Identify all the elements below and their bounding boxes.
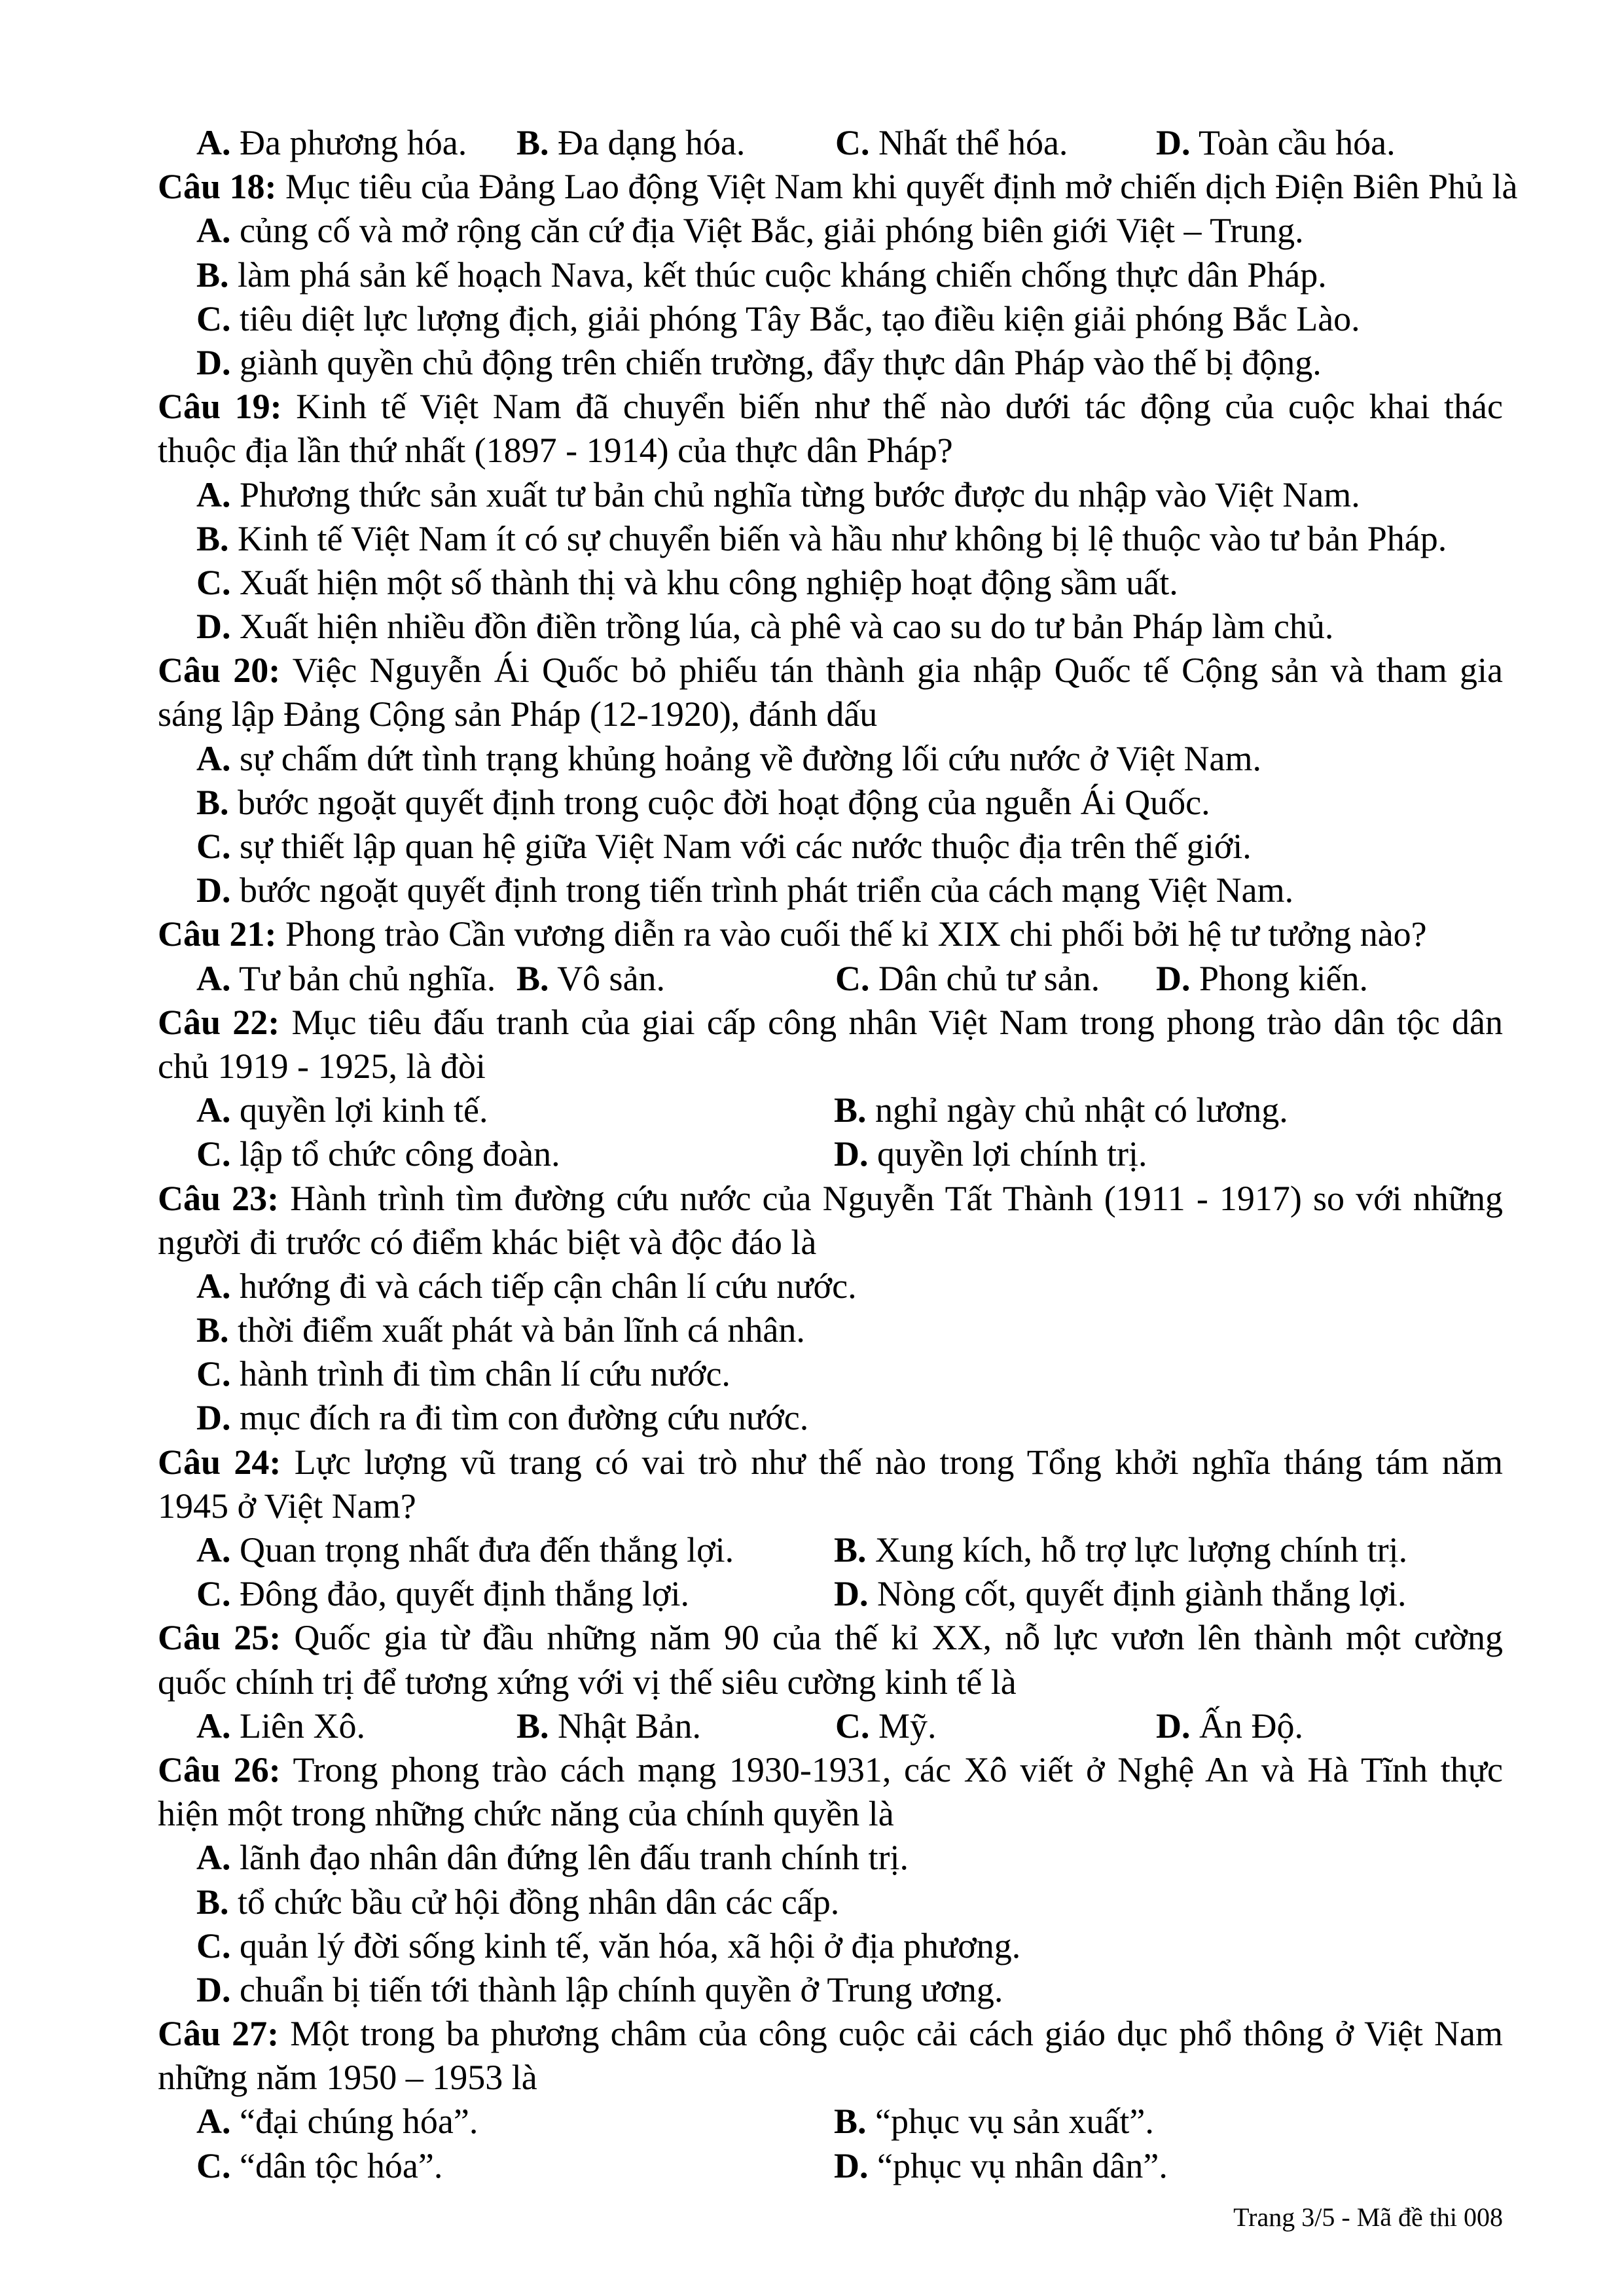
- option-row: [158, 825, 1503, 869]
- question-stem-line: [158, 1748, 1503, 1792]
- option-text: hướng đi và cách tiếp cận chân lí cứu nước.: [240, 1266, 857, 1306]
- option-text: quyền lợi chính trị.: [877, 1134, 1147, 1174]
- option-row: [158, 1924, 1503, 1968]
- option-letter: D.: [834, 1574, 869, 1614]
- option-row: [158, 121, 1503, 165]
- question-number: Câu 21:: [158, 914, 277, 954]
- option-letter: B.: [516, 1706, 549, 1746]
- option-letter: B.: [196, 1882, 229, 1922]
- question-text: Phong trào Cần vương diễn ra vào cuối thế kỉ XIX chi phối bởi hệ tư tưởng nào?: [285, 914, 1427, 954]
- answer-option: [196, 1572, 689, 1616]
- option-row: [158, 605, 1503, 649]
- option-letter: C.: [835, 1706, 870, 1746]
- answer-option: [196, 297, 1360, 341]
- option-row: [158, 869, 1503, 912]
- question-text: hiện một trong những chức năng của chính quyền là: [158, 1794, 894, 1834]
- option-letter: A.: [196, 958, 231, 998]
- option-text: Dân chủ tư sản.: [878, 958, 1100, 998]
- question-stem-line: [158, 1001, 1503, 1045]
- option-text: hành trình đi tìm chân lí cứu nước.: [240, 1354, 731, 1394]
- option-row: [158, 1704, 1503, 1748]
- answer-option: [834, 1132, 1147, 1176]
- question-block: [158, 1441, 1503, 1617]
- option-text: Kinh tế Việt Nam ít có sự chuyển biến và hầu như không bị lệ thuộc vào tư bản Pháp.: [238, 518, 1447, 558]
- question-block: [158, 1616, 1503, 1748]
- option-text: lãnh đạo nhân dân đứng lên đấu tranh chính trị.: [240, 1838, 909, 1878]
- question-text: Mục tiêu đấu tranh của giai cấp công nhân Việt Nam trong phong trào dân tộc dân: [291, 1002, 1503, 1042]
- answer-option: [196, 1308, 805, 1352]
- option-text: “đại chúng hóa”.: [240, 2102, 478, 2142]
- answer-option: [835, 121, 1068, 165]
- answer-option: [196, 1880, 839, 1924]
- answer-option: [834, 1088, 1288, 1132]
- question-stem-line: [158, 2012, 1503, 2056]
- option-letter: A.: [196, 475, 231, 514]
- option-text: Quan trọng nhất đưa đến thắng lợi.: [240, 1530, 734, 1570]
- option-text: Vô sản.: [557, 958, 666, 998]
- option-letter: C.: [196, 298, 231, 338]
- answer-option: [834, 2144, 1168, 2188]
- option-text: Nhất thể hóa.: [878, 123, 1068, 162]
- option-letter: A.: [196, 1266, 231, 1306]
- option-text: “phục vụ sản xuất”.: [875, 2102, 1154, 2142]
- question-block: [158, 385, 1503, 649]
- answer-option: [196, 1265, 857, 1308]
- answer-option: [1156, 957, 1368, 1001]
- answer-option: [196, 517, 1447, 561]
- option-text: Mỹ.: [878, 1706, 937, 1746]
- option-text: mục đích ra đi tìm con đường cứu nước.: [240, 1398, 809, 1438]
- option-letter: D.: [1156, 1706, 1191, 1746]
- answer-option: [196, 1968, 1003, 2012]
- option-letter: B.: [516, 958, 549, 998]
- option-row: [158, 1265, 1503, 1308]
- answer-option: [196, 957, 496, 1001]
- option-row: [158, 1880, 1503, 1924]
- answer-option: [196, 1396, 808, 1440]
- option-row: [158, 1528, 1503, 1572]
- option-letter: A.: [196, 738, 231, 778]
- option-text: bước ngoặt quyết định trong cuộc đời hoạt động của nguễn Ái Quốc.: [238, 782, 1210, 822]
- answer-option: [196, 1088, 488, 1132]
- option-letter: B.: [834, 1090, 867, 1130]
- option-text: “phục vụ nhân dân”.: [877, 2145, 1168, 2185]
- option-letter: B.: [196, 518, 229, 558]
- question-text: Một trong ba phương châm của công cuộc cải cách giáo dục phổ thông ở Việt Nam: [290, 2014, 1503, 2054]
- answer-option: [196, 1528, 734, 1572]
- option-row: [158, 781, 1503, 825]
- answer-option: [516, 121, 745, 165]
- answer-option: [196, 825, 1252, 869]
- question-block: [158, 1177, 1503, 1441]
- option-row: [158, 1836, 1503, 1880]
- answer-option: [1156, 1704, 1303, 1748]
- answer-option: [516, 1704, 701, 1748]
- option-text: Xuất hiện nhiều đồn điền trồng lúa, cà phê và cao su do tư bản Pháp làm chủ.: [240, 607, 1334, 647]
- question-stem-line: [158, 385, 1503, 429]
- option-letter: D.: [834, 1134, 869, 1174]
- question-number: Câu 23:: [158, 1178, 280, 1218]
- answer-option: [196, 561, 1178, 605]
- question-block: [158, 2012, 1503, 2188]
- question-block: [158, 912, 1503, 1000]
- answer-option: [196, 1924, 1020, 1968]
- option-letter: D.: [1156, 958, 1191, 998]
- question-number: Câu 27:: [158, 2014, 280, 2054]
- option-row: [158, 1088, 1503, 1132]
- option-letter: B.: [516, 123, 549, 162]
- option-text: bước ngoặt quyết định trong tiến trình phát triển của cách mạng Việt Nam.: [240, 870, 1294, 910]
- answer-option: [196, 781, 1210, 825]
- question-text: Mục tiêu của Đảng Lao động Việt Nam khi quyết định mở chiến dịch Điện Biên Phủ là: [285, 167, 1518, 207]
- option-letter: C.: [196, 827, 231, 866]
- answer-option: [196, 2100, 478, 2144]
- option-text: Nhật Bản.: [558, 1706, 701, 1746]
- answer-option: [835, 957, 1100, 1001]
- question-stem-line: [158, 1221, 1503, 1265]
- question-stem-line: [158, 1616, 1503, 1660]
- answer-option: [196, 253, 1327, 297]
- question-block: [158, 121, 1503, 165]
- question-stem-line: [158, 1660, 1503, 1704]
- option-letter: C.: [196, 2145, 231, 2185]
- option-text: Xung kích, hỗ trợ lực lượng chính trị.: [875, 1530, 1408, 1570]
- question-text: những năm 1950 – 1953 là: [158, 2058, 537, 2098]
- option-row: [158, 1572, 1503, 1616]
- answer-option: [196, 121, 467, 165]
- page-footer: Trang 3/5 - Mã đề thi 008: [1233, 2202, 1503, 2232]
- option-row: [158, 473, 1503, 517]
- option-row: [158, 1132, 1503, 1176]
- option-text: nghỉ ngày chủ nhật có lương.: [875, 1090, 1288, 1130]
- option-text: Nòng cốt, quyết định giành thắng lợi.: [877, 1574, 1407, 1614]
- answer-option: [196, 1132, 560, 1176]
- option-row: [158, 2100, 1503, 2144]
- option-row: [158, 517, 1503, 561]
- option-text: quản lý đời sống kinh tế, văn hóa, xã hội ở địa phương.: [240, 1926, 1021, 1965]
- question-text: Kinh tế Việt Nam đã chuyển biến như thế nào dưới tác động của cuộc khai thác: [296, 387, 1503, 427]
- question-stem-line: [158, 912, 1503, 956]
- question-stem-line: [158, 692, 1503, 736]
- exam-page-content: [158, 121, 1518, 2188]
- answer-option: [516, 957, 665, 1001]
- option-letter: D.: [196, 1969, 231, 2009]
- question-number: Câu 19:: [158, 387, 282, 427]
- question-text: Quốc gia từ đầu những năm 90 của thế kỉ XX, nỗ lực vươn lên thành một cường: [294, 1618, 1503, 1658]
- question-text: quốc chính trị để tương xứng với vị thế siêu cường kinh tế là: [158, 1662, 1017, 1702]
- option-letter: D.: [196, 342, 231, 382]
- option-row: [158, 1308, 1503, 1352]
- option-letter: C.: [196, 1354, 231, 1394]
- question-stem-line: [158, 2056, 1503, 2100]
- answer-option: [196, 737, 1261, 781]
- question-stem-line: [158, 1441, 1503, 1484]
- answer-option: [196, 341, 1322, 385]
- option-text: giành quyền chủ động trên chiến trường, đẩy thực dân Pháp vào thế bị động.: [240, 342, 1322, 382]
- option-letter: D.: [196, 607, 231, 647]
- option-letter: A.: [196, 1706, 231, 1746]
- answer-option: [196, 1836, 909, 1880]
- option-text: thời điểm xuất phát và bản lĩnh cá nhân.: [238, 1310, 805, 1350]
- question-stem-line: [158, 1045, 1503, 1088]
- question-text: thuộc địa lần thứ nhất (1897 - 1914) của thực dân Pháp?: [158, 431, 953, 471]
- option-letter: C.: [196, 1134, 231, 1174]
- option-text: Phong kiến.: [1199, 958, 1369, 998]
- option-text: làm phá sản kế hoạch Nava, kết thúc cuộc kháng chiến chống thực dân Pháp.: [238, 255, 1327, 295]
- option-row: [158, 561, 1503, 605]
- question-stem-line: [158, 429, 1503, 473]
- option-text: sự thiết lập quan hệ giữa Việt Nam với các nước thuộc địa trên thế giới.: [240, 827, 1252, 866]
- question-block: [158, 1748, 1503, 2012]
- answer-option: [196, 1704, 365, 1748]
- question-block: [158, 165, 1518, 385]
- option-letter: A.: [196, 1838, 231, 1878]
- option-text: Ấn Độ.: [1199, 1706, 1303, 1746]
- question-stem-line: [158, 165, 1518, 209]
- option-text: Phương thức sản xuất tư bản chủ nghĩa từng bước được du nhập vào Việt Nam.: [240, 475, 1360, 514]
- question-number: Câu 20:: [158, 651, 281, 691]
- option-row: [158, 1352, 1503, 1396]
- option-row: [158, 253, 1503, 297]
- answer-option: [196, 1352, 731, 1396]
- option-letter: C.: [196, 562, 231, 602]
- answer-option: [1156, 121, 1396, 165]
- option-letter: C.: [835, 123, 870, 162]
- option-text: củng cố và mở rộng căn cứ địa Việt Bắc, giải phóng biên giới Việt – Trung.: [240, 211, 1304, 251]
- option-letter: A.: [196, 1530, 231, 1570]
- question-text: Trong phong trào cách mạng 1930-1931, các Xô viết ở Nghệ An và Hà Tĩnh thực: [293, 1749, 1503, 1789]
- option-row: [158, 1396, 1503, 1440]
- answer-option: [834, 2100, 1154, 2144]
- option-text: tiêu diệt lực lượng địch, giải phóng Tây Bắc, tạo điều kiện giải phóng Bắc Lào.: [240, 298, 1360, 338]
- option-text: chuẩn bị tiến tới thành lập chính quyền ở Trung ương.: [240, 1969, 1003, 2009]
- option-letter: C.: [196, 1926, 231, 1965]
- question-number: Câu 18:: [158, 167, 277, 207]
- option-letter: B.: [834, 1530, 867, 1570]
- question-text: Hành trình tìm đường cứu nước của Nguyễn Tất Thành (1911 - 1917) so với những: [290, 1178, 1503, 1218]
- question-stem-line: [158, 1177, 1503, 1221]
- answer-option: [196, 869, 1293, 912]
- question-text: 1945 ở Việt Nam?: [158, 1486, 416, 1526]
- answer-option: [196, 473, 1360, 517]
- question-number: Câu 24:: [158, 1442, 281, 1482]
- answer-option: [834, 1572, 1406, 1616]
- option-text: Xuất hiện một số thành thị và khu công nghiệp hoạt động sầm uất.: [240, 562, 1178, 602]
- option-letter: D.: [1156, 123, 1191, 162]
- option-letter: B.: [196, 1310, 229, 1350]
- option-letter: A.: [196, 123, 231, 162]
- question-stem-line: [158, 649, 1503, 692]
- question-stem-line: [158, 1484, 1503, 1528]
- option-text: quyền lợi kinh tế.: [240, 1090, 488, 1130]
- option-text: Toàn cầu hóa.: [1199, 123, 1396, 162]
- question-text: Việc Nguyễn Ái Quốc bỏ phiếu tán thành gia nhập Quốc tế Cộng sản và tham gia: [292, 651, 1503, 691]
- option-row: [158, 1968, 1503, 2012]
- option-letter: A.: [196, 1090, 231, 1130]
- answer-option: [196, 605, 1333, 649]
- question-text: Lực lượng vũ trang có vai trò như thế nào trong Tổng khởi nghĩa tháng tám năm: [294, 1442, 1503, 1482]
- option-text: Đa dạng hóa.: [558, 123, 746, 162]
- option-letter: D.: [196, 870, 231, 910]
- option-row: [158, 209, 1503, 253]
- option-text: tổ chức bầu cử hội đồng nhân dân các cấp.: [238, 1882, 840, 1922]
- option-text: lập tổ chức công đoàn.: [240, 1134, 560, 1174]
- option-row: [158, 297, 1503, 341]
- question-number: Câu 25:: [158, 1618, 281, 1658]
- option-letter: D.: [834, 2145, 869, 2185]
- option-text: Đông đảo, quyết định thắng lợi.: [240, 1574, 689, 1614]
- option-letter: D.: [196, 1398, 231, 1438]
- option-letter: A.: [196, 2102, 231, 2142]
- answer-option: [835, 1704, 937, 1748]
- option-letter: B.: [196, 782, 229, 822]
- answer-option: [196, 209, 1304, 253]
- option-letter: B.: [834, 2102, 867, 2142]
- option-letter: C.: [196, 1574, 231, 1614]
- option-text: “dân tộc hóa”.: [240, 2145, 443, 2185]
- question-text: người đi trước có điểm khác biệt và độc đáo là: [158, 1222, 817, 1262]
- question-text: sáng lập Đảng Cộng sản Pháp (12-1920), đánh dấu: [158, 694, 878, 734]
- question-stem-line: [158, 1792, 1503, 1836]
- option-text: Liên Xô.: [240, 1706, 365, 1746]
- question-text: chủ 1919 - 1925, là đòi: [158, 1046, 486, 1086]
- option-text: Tư bản chủ nghĩa.: [239, 958, 496, 998]
- option-row: [158, 341, 1503, 385]
- question-block: [158, 1001, 1503, 1177]
- option-text: sự chấm dứt tình trạng khủng hoảng về đường lối cứu nước ở Việt Nam.: [240, 738, 1262, 778]
- question-number: Câu 22:: [158, 1002, 280, 1042]
- option-row: [158, 2144, 1503, 2188]
- option-letter: B.: [196, 255, 229, 295]
- question-block: [158, 649, 1503, 912]
- option-letter: C.: [835, 958, 870, 998]
- answer-option: [196, 2144, 442, 2188]
- answer-option: [834, 1528, 1407, 1572]
- option-row: [158, 737, 1503, 781]
- option-row: [158, 957, 1503, 1001]
- question-number: Câu 26:: [158, 1749, 281, 1789]
- option-text: Đa phương hóa.: [240, 123, 467, 162]
- option-letter: A.: [196, 211, 231, 251]
